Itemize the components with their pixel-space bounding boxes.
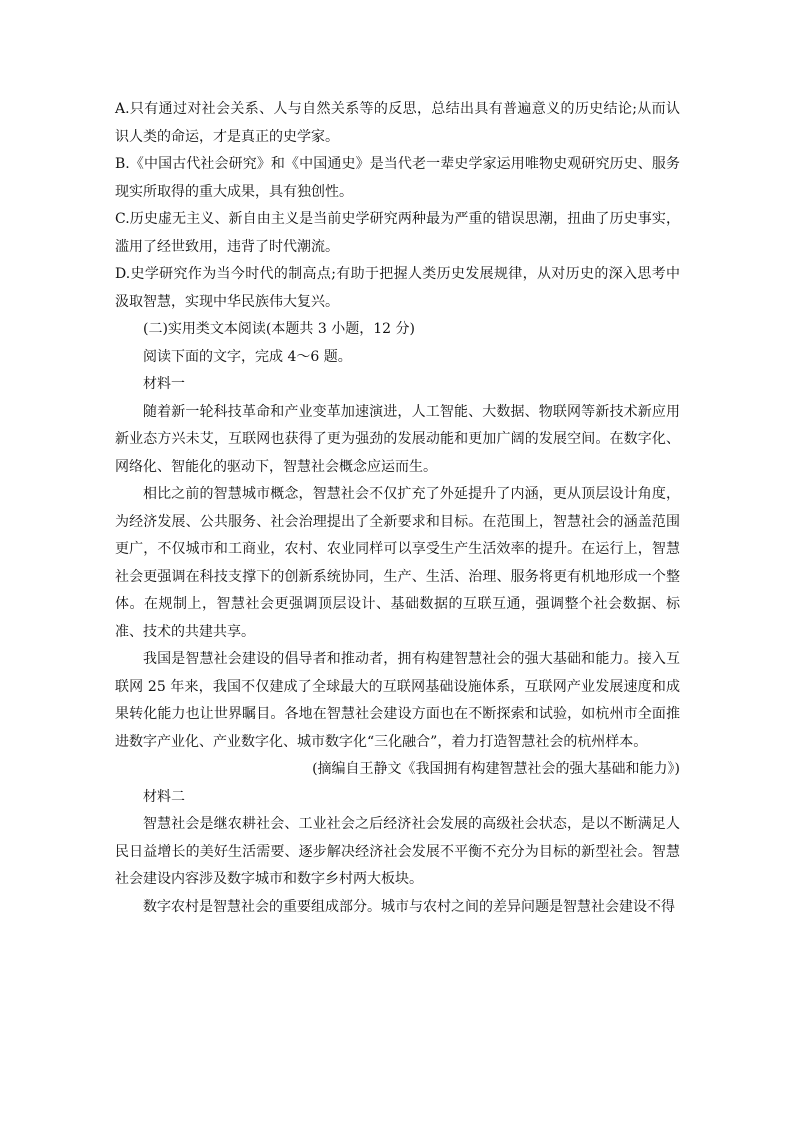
material1-label: 材料一 — [143, 376, 185, 392]
material1-paragraph: 我国是智慧社会建设的倡导者和推动者，拥有构建智慧社会的强大基础和能力。接入互联网 25 年来，我国不仅建成了全球最大的互联网基础设施体系，互联网产业发展速度和成果转化能力也让世界瞩目。各地在智慧社会建设方面也在不断探索和试验，如杭州市全面推进数字产业化、产业数字化、城市数字化“三化融合”，着力打造智慧社会的杭州样本。 — [115, 651, 680, 750]
option-d: D.史学研究作为当今时代的制高点;有助于把握人类历史发展规律，从对历史的深入思考中汲取智慧，实现中华民族伟大复兴。 — [115, 266, 680, 310]
material1-paragraph: 相比之前的智慧城市概念，智慧社会不仅扩充了外延提升了内涵，更从顶层设计角度，为经济发展、公共服务、社会治理提出了全新要求和目标。在范围上，智慧社会的涵盖范围更广，不仅城市和工商业，农村、农业同样可以享受生产生活效率的提升。在运行上，智慧社会更强调在科技支撑下的创新系统协同，生产、生活、治理、服务将更有机地形成一个整体。在规制上，智慧社会更强调顶层设计、基础数据的互联互通，强调整个社会数据、标准、技术的共建共享。 — [115, 486, 680, 640]
material2-label: 材料二 — [143, 788, 185, 805]
option-a: A.只有通过对社会关系、人与自然关系等的反思，总结出具有普遍意义的历史结论;从而认识人类的命运，才是真正的史学家。 — [115, 101, 680, 145]
exam-page — [115, 96, 680, 921]
material1-source: (摘编自王静文《我国拥有构建智慧社会的强大基础和能力》) — [312, 761, 680, 777]
option-b: B.《中国古代社会研究》和《中国通史》是当代老一辈史学家运用唯物史观研究历史、服务现实所取得的重大成果，具有独创性。 — [115, 156, 680, 200]
material1-paragraph: 随着新一轮科技革命和产业变革加速演进，人工智能、大数据、物联网等新技术新应用新业态方兴未艾，互联网也获得了更为强劲的发展动能和更加广阔的发展空间。在数字化、网络化、智能化的驱动下，智慧社会概念应运而生。 — [115, 403, 680, 475]
material2-paragraph: 智慧社会是继农耕社会、工业社会之后经济社会发展的高级社会状态，是以不断满足人民日益增长的美好生活需要、逐步解决经济社会发展不平衡不充分为目标的新型社会。智慧社会建设内容涉及数字城市和数字乡村两大板块。 — [115, 816, 680, 887]
material2-paragraph: 数字农村是智慧社会的重要组成部分。城市与农村之间的差异问题是智慧社会建设不得 — [143, 898, 675, 915]
section-instruction: 阅读下面的文字，完成 4～6 题。 — [143, 348, 352, 365]
option-c: C.历史虚无主义、新自由主义是当前史学研究两种最为严重的错误思潮，扭曲了历史事实，滥用了经世致用，违背了时代潮流。 — [115, 211, 680, 255]
section-heading: (二)实用类文本阅读(本题共 3 小题，12 分) — [143, 321, 415, 337]
